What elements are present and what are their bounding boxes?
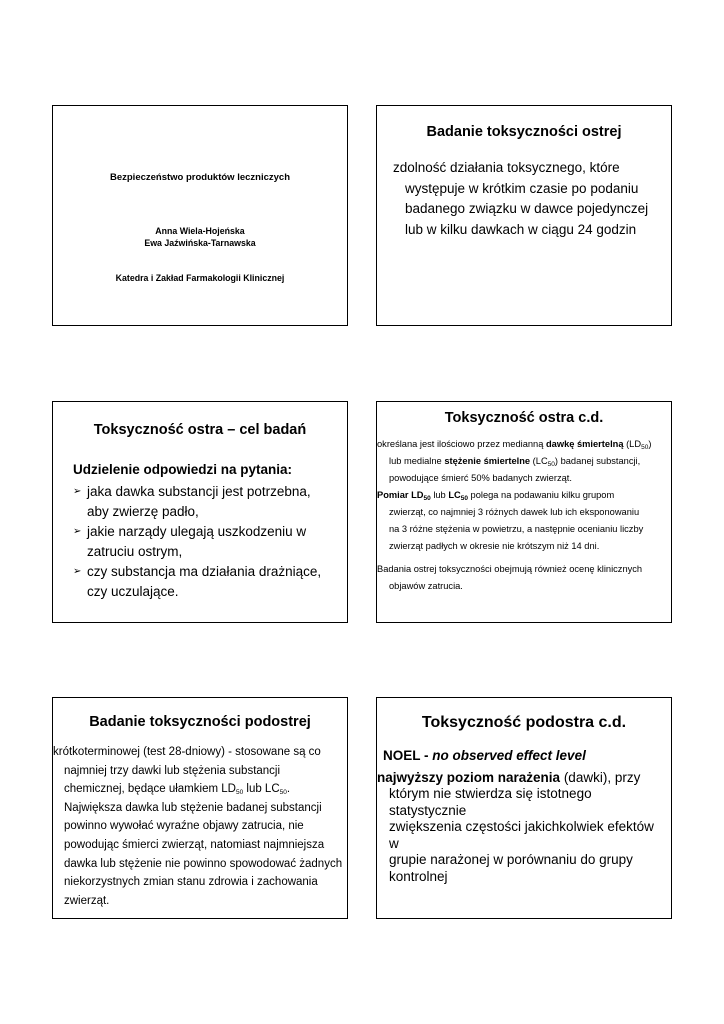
presentation-title: Bezpieczeństwo produktów leczniczych xyxy=(109,172,290,183)
list-item: ➢ jaka dawka substancji jest potrzebna, aby zwierzę padło, xyxy=(73,484,311,519)
noel-definition: NOEL - no observed effect level xyxy=(383,748,586,763)
slide-title: Badanie toksyczności podostrej xyxy=(89,714,311,730)
body-line: zdolność działania toksycznego, które xyxy=(393,160,620,175)
questions-heading: Udzielenie odpowiedzi na pytania: xyxy=(73,462,293,477)
body-line: lub w kilku dawkach w ciągu 24 godzin xyxy=(405,221,637,237)
slide-body xyxy=(377,748,667,885)
list-item: ➢ jakie narządy ulegają uszkodzeniu w zatruciu ostrym, xyxy=(73,524,307,559)
slide-title: Badanie toksyczności ostrej xyxy=(426,124,622,140)
slide-body xyxy=(377,436,668,595)
paragraph-measurement: Pomiar $LD_{50}$ lub $LC_{50}$ polega na podawaniu kilku grupom zwierząt, co najmniej 3 różnych dawek lub ich eksponowaniu na 3 różne stężenia w powietrzu, a następnie ocenianiu liczby zwierząt padłych w okresie nie krótszym niż 14 dni. xyxy=(377,490,644,551)
arrow-bullet-icon: ➢ xyxy=(73,526,82,537)
body-line: badanego związku w dawce pojedynczej xyxy=(405,201,649,216)
slide-title: Toksyczność ostra c.d. xyxy=(444,410,604,426)
question-list xyxy=(73,482,341,602)
slide-body xyxy=(393,158,663,240)
paragraph-clinical: Badania ostrej toksyczności obejmują również ocenę klinicznych objawów zatrucia. xyxy=(377,564,643,591)
noel-description: najwyższy poziom narażenia (dawki), przy którym nie stwierdza się istotnego statystycznie zwiększenia częstości jakichkolwiek efektów w grupie narażonej w porównaniu do grupy kontrolnej xyxy=(377,769,654,884)
slide-acute-toxicity-goal xyxy=(52,401,348,623)
slide-title: Toksyczność ostra – cel badań xyxy=(93,422,307,438)
slide-subacute-toxicity-cont xyxy=(376,697,672,919)
slide-body: krótkoterminowej (test 28-dniowy) - stosowane są co najmniej trzy dawki lub stężenia substancji chemicznej, będące ułamkiem $LD_{50}$ lub $LC_{50}$. Największa dawka lub stężenie badanej substancji powinno wywołać wyraźne objawy zatrucia, nie powodując śmierci zwierząt, natomiast najmniejsza dawka lub stężenie nie powinno spowodować żadnych niekorzystnych zmian stanu zdrowia i zachowania zwierząt. xyxy=(53,746,343,907)
list-item: ➢ czy substancja ma działania drażniące, czy uczulające. xyxy=(73,564,322,599)
slide-acute-toxicity-cont xyxy=(376,401,672,623)
slide-acute-toxicity xyxy=(376,105,672,326)
slide-subacute-toxicity xyxy=(52,697,348,919)
department: Katedra i Zakład Farmakologii Klinicznej xyxy=(115,273,285,283)
author-1: Anna Wiela-Hojeńska xyxy=(155,226,245,236)
slide-title-page xyxy=(52,105,348,326)
arrow-bullet-icon: ➢ xyxy=(73,486,82,497)
body-line: występuje w krótkim czasie po podaniu xyxy=(405,180,639,196)
author-2: Ewa Jaźwińska-Tarnawska xyxy=(144,238,256,248)
slide-title: Toksyczność podostra c.d. xyxy=(421,714,627,731)
paragraph-ld50: określana jest ilościowo przez medianną dawkę śmiertelną $(LD_{50})$ lub medialne stężenie śmiertelne $(LC_{50})$ badanej substancji, powodujące śmierć 50% badanych zwierząt. xyxy=(377,439,652,483)
arrow-bullet-icon: ➢ xyxy=(73,566,82,577)
